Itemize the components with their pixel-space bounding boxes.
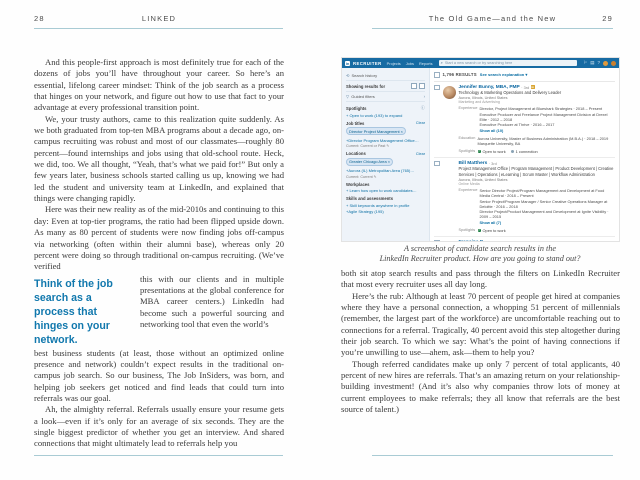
spotlights-label: Spotlights	[458, 148, 476, 153]
recruiter-topbar	[342, 58, 619, 68]
filters-sidebar	[342, 68, 430, 241]
candidate-location: Aurora, Illinois, United States	[458, 95, 508, 100]
notifications-icon[interactable]: ⚐	[583, 60, 588, 65]
results-count: 1,796 RESULTS	[442, 72, 477, 78]
spotlights-label: Spotlights	[458, 227, 476, 232]
filter-section-spotlights: Spotlights ⓘ	[346, 105, 425, 111]
info-icon[interactable]: ⓘ	[420, 105, 425, 110]
candidate-industry: Marketing and Advertising	[458, 99, 500, 104]
sidebar-item-showing-results[interactable]: Showing results for	[346, 81, 425, 92]
candidate-headline: Project Management Office | Program Management | Product Development | Creative Services | Operations | eLearning | Scrum Master | Workflow Administration	[458, 166, 614, 177]
sidebar-item-guided-filters[interactable]: ▽ Guided filters ›	[346, 92, 425, 102]
left-page	[34, 0, 284, 480]
clear-locations[interactable]: Clear	[415, 151, 425, 156]
search-explanation-link[interactable]: See search explanation ▾	[479, 72, 528, 78]
filter-section-locations: Locations Clear	[346, 151, 425, 156]
education-item: Marquette University, BA	[477, 140, 521, 146]
premium-badge-icon: in	[531, 85, 534, 89]
candidate-avatar[interactable]	[443, 86, 456, 99]
candidate-location: Aurora, Illinois, United States	[458, 177, 508, 182]
workplaces-link[interactable]: + Learn how open to work candidates…	[346, 188, 417, 193]
skills-link[interactable]: + Skill keywords anywhere in profile	[346, 202, 410, 208]
left-page-number: 28	[34, 14, 45, 23]
pull-quote-row	[34, 274, 284, 348]
nav-projects[interactable]: Projects	[386, 60, 401, 66]
paragraph: We, your trusty authors, came to this realization quite suddenly. As we both graduated from top-ten MBA programs about a decade ago, on-campus recruiting was robust and most of our classmates—roughly 80 percent—found internships and jobs using that old-school route. Heck, we did, too. We all thought, “Yeah, that’s what we paid for!” But only a few years later, business schools started calling us up, knowing we had led the student and university team at LinkedIn, and explained that things were changing rapidly.	[34, 113, 284, 204]
filter-section-workplaces: Workplaces	[346, 181, 370, 187]
save-icon[interactable]	[411, 83, 417, 89]
paragraph-wrap: this with our clients and in multiple presentations at the global conference for MBA career centers.) LinkedIn had become such a powerful sourcing and networking tool that even the world’s	[140, 273, 284, 329]
filter-section-job-titles: Job titles Clear	[346, 120, 425, 126]
connection-degree: · 3rd	[488, 160, 497, 166]
left-running-title: LINKED	[141, 14, 177, 23]
left-foot-rule	[34, 455, 283, 456]
job-title-filter-pill[interactable]: Director Project Management ×	[346, 127, 406, 135]
paragraph: Though referred candidates make up only 7 percent of total applicants, 40 percent of new hires are referrals. That’s an amazing return on your relationship-building investment! (And it’s also why companies throw lots of money at current employees to make referrals; they all know that referrals are the best source of talent.)	[341, 358, 620, 415]
messages-icon[interactable]: ▤	[590, 60, 595, 65]
paragraph: And this people-first approach is most definitely true for each of the dozens of jobs you’ll have throughout your career. So here’s an essential, lifelong career mindset: Think of the job search as a process that hinges on your network, and figure out how to use that fact to your advantage at every professional transition point.	[34, 57, 284, 113]
candidate-name[interactable]: Bill Matthers	[458, 160, 488, 166]
copy-icon[interactable]	[419, 83, 425, 89]
open-to-work-badge: ✓ Open to work	[478, 148, 506, 154]
show-all-link[interactable]: Show all (7)	[479, 220, 502, 226]
spotlights-expand-link[interactable]: + Open to work (193) to expand	[346, 112, 403, 118]
search-input[interactable]	[439, 60, 578, 66]
results-header	[434, 70, 615, 82]
people-icon	[511, 150, 515, 154]
search-icon: ⌕	[440, 60, 443, 65]
job-title-scope[interactable]: Current: Current or Past ✎	[346, 144, 390, 148]
paragraph: Here was their new reality as of the mid-2010s and continuing to this day: Even at top-tier programs, the ratio had been flipped upside down. As many as 80 percent of students were now finding jobs off-campus via networking (often within their alumni base), whereas only 20 percent were doing so through traditional on-campus recruiting. (We’ve verified	[34, 204, 284, 272]
skills-pill-link[interactable]: +Agile Strategy (195)	[346, 209, 384, 214]
experience-item: Director, Project Management at Blueshark Strategies · 2018 – Present	[479, 106, 603, 112]
experience-item: Director Project/Product Management and Development at Ignite Visibility · 2009 – 2015	[479, 209, 609, 220]
sidebar-item-search-history[interactable]: ⟲ Search history	[346, 71, 425, 81]
filter-section-skills: Skills and assessments	[346, 196, 394, 201]
results-panel	[430, 68, 619, 241]
paragraph: best business students (at least, those without an optimized online presence and network) couldn’t expect results in the traditional on-campus job search. So our business, The Job InSiders, was born, and helping job seekers get noticed and find leads that could turn into referrals was our goal.	[34, 347, 284, 403]
candidate-name[interactable]	[459, 240, 484, 241]
select-all-checkbox[interactable]	[434, 72, 440, 78]
open-to-work-badge: ✓ Open to work	[478, 227, 506, 233]
right-running-title: The Old Game—and the New	[428, 14, 557, 23]
education-item: Aurora University, Master of Business Administration (M.B.A.) · 2018 – 2019	[477, 135, 609, 141]
left-running-head	[34, 14, 284, 26]
candidate-name[interactable]: Jennifer Bunny, MBA, PMP	[458, 84, 520, 90]
candidate-row[interactable]	[434, 158, 615, 237]
connections-badge: 1 connection	[511, 149, 538, 154]
candidate-avatar[interactable]	[443, 162, 456, 175]
education-label: Education	[458, 135, 476, 140]
candidate-checkbox[interactable]	[434, 240, 440, 241]
location-filter-pill[interactable]: Greater Chicago Area ×	[346, 158, 393, 166]
connection-degree: · 3rd	[521, 84, 530, 90]
avatar[interactable]	[603, 61, 608, 66]
filter-icon: ▽	[346, 94, 350, 99]
recruiter-brand: RECRUITER	[353, 60, 382, 66]
experience-label: Experience	[458, 106, 478, 111]
left-body-text	[34, 57, 284, 450]
candidate-row[interactable]	[434, 237, 615, 241]
candidate-checkbox[interactable]	[434, 85, 440, 91]
right-body-text	[341, 268, 620, 415]
paragraph: both sit atop search results and pass through the filters on LinkedIn Recruiter that most every recruiter uses all day long.	[341, 268, 620, 290]
paragraph: Ah, the almighty referral. Referrals usually ensure your resume gets a look—even if it’s only for an average of six seconds. They are the single biggest predictor of whether you get an interview. And shared connections that might ultimately lead to referrals help you	[34, 404, 284, 449]
nav-reports[interactable]: Reports	[418, 60, 433, 66]
help-icon[interactable]: ?	[597, 60, 600, 65]
chevron-icon: ›	[423, 94, 425, 99]
experience-item: Executive Producer and Freelance Project Management Division at Drexel Elite · 2012 – 2018	[479, 111, 608, 122]
avatar[interactable]	[611, 61, 616, 66]
open-to-work-icon: ✓	[478, 148, 481, 153]
open-to-work-icon: ✓	[478, 227, 481, 232]
candidate-industry: Online Media	[458, 181, 480, 186]
experience-item: Executive Producer at Thrive · 2016 – 2017	[479, 122, 555, 128]
right-page	[341, 0, 620, 480]
history-icon: ⟲	[346, 73, 350, 78]
candidate-headline: Technology & Marketing Operations and Delivery Leader	[458, 90, 562, 95]
linkedin-logo[interactable]: in	[345, 60, 350, 66]
location-scope[interactable]: Current: Current ✎	[346, 174, 377, 179]
connection-degree	[485, 240, 494, 241]
show-all-link[interactable]: Show all (10)	[479, 127, 504, 133]
experience-label: Experience	[458, 188, 478, 193]
candidate-row[interactable]	[434, 82, 615, 158]
location-suggestion-link[interactable]: +Aurora (IL) Metropolitan Area (765)…	[346, 168, 415, 173]
right-head-rule	[372, 28, 613, 29]
nav-jobs[interactable]: Jobs	[405, 60, 414, 66]
experience-item: Senior Director Project/Program Management and Development at Food Media Central · 2018 – Present	[479, 188, 605, 199]
right-running-head	[372, 14, 613, 26]
pull-quote: Think of the job search as a process that hinges on your network.	[34, 277, 113, 347]
linkedin-recruiter-screenshot	[341, 57, 620, 242]
experience-item: Senior Project/Program Manager / Senior Creative Operations Manager at Deloitte · 2016 – 2018	[479, 198, 608, 209]
job-title-suggestion-link[interactable]: +Director Program Management Office…	[346, 137, 419, 143]
clear-job-titles[interactable]: Clear	[415, 121, 425, 125]
figure-caption: A screenshot of candidate search results in the LinkedIn Recruiter product. How are you going to stand out?	[379, 244, 581, 263]
candidate-checkbox[interactable]	[434, 161, 440, 167]
left-head-rule	[34, 28, 283, 29]
right-page-number: 29	[602, 14, 613, 23]
paragraph: Here’s the rub: Although at least 70 percent of people get hired at companies where they have a personal connection, a whopping 51 percent of millennials (remember, the largest part of the workforce) are uncomfortable reaching out to connections for a referral. Tragically, 40 percent avoid this step altogether during their job search. To which we say: What’s the point of having connections if you’re unwilling to use—ahem, ask—them to help you?	[341, 290, 620, 358]
right-foot-rule	[372, 455, 613, 456]
search-placeholder: Start a new search or try searching here	[444, 61, 513, 65]
